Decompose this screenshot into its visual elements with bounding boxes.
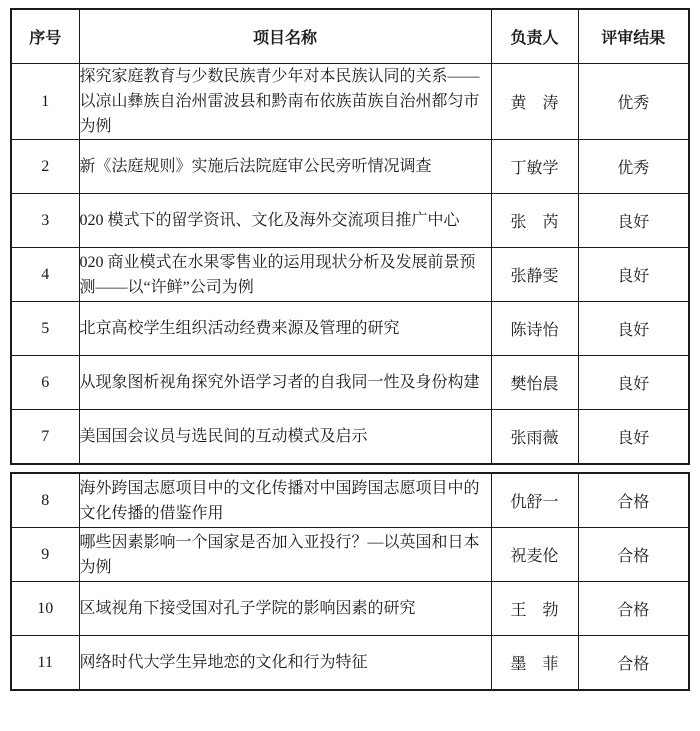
review-result-cell: 优秀 — [578, 64, 689, 140]
column-header-result: 评审结果 — [578, 9, 689, 64]
leader-name-cell: 黄 涛 — [491, 64, 578, 140]
project-title-cell: 区域视角下接受国对孔子学院的影响因素的研究 — [79, 582, 491, 636]
table-row — [11, 636, 689, 691]
leader-name-cell: 仇舒一 — [491, 473, 578, 528]
row-index-cell: 10 — [11, 582, 79, 636]
table-row — [11, 140, 689, 194]
leader-name-cell: 王 勃 — [491, 582, 578, 636]
project-title-cell: 探究家庭教育与少数民族青少年对本民族认同的关系——以凉山彝族自治州雷波县和黔南布依族苗族自治州都匀市为例 — [79, 64, 491, 140]
table-row — [11, 582, 689, 636]
review-result-cell: 合格 — [578, 582, 689, 636]
project-title-cell: 美国国会议员与选民间的互动模式及启示 — [79, 410, 491, 465]
project-title-cell: 海外跨国志愿项目中的文化传播对中国跨国志愿项目中的文化传播的借鉴作用 — [79, 473, 491, 528]
row-index-cell: 5 — [11, 302, 79, 356]
row-index-cell: 2 — [11, 140, 79, 194]
row-index-cell: 9 — [11, 528, 79, 582]
table-row — [11, 410, 689, 465]
row-index-cell: 3 — [11, 194, 79, 248]
table-row — [11, 194, 689, 248]
project-title-cell: 哪些因素影响一个国家是否加入亚投行？—以英国和日本为例 — [79, 528, 491, 582]
leader-name-cell: 张静雯 — [491, 248, 578, 302]
leader-name-cell: 墨 菲 — [491, 636, 578, 691]
row-index-cell: 6 — [11, 356, 79, 410]
review-result-cell: 良好 — [578, 302, 689, 356]
review-result-cell: 合格 — [578, 528, 689, 582]
project-title-cell: 从现象图析视角探究外语学习者的自我同一性及身份构建 — [79, 356, 491, 410]
leader-name-cell: 张 芮 — [491, 194, 578, 248]
table-row — [11, 473, 689, 528]
review-result-cell: 良好 — [578, 356, 689, 410]
table-row — [11, 248, 689, 302]
table-row — [11, 64, 689, 140]
column-header-index: 序号 — [11, 9, 79, 64]
leader-name-cell: 丁敏学 — [491, 140, 578, 194]
leader-name-cell: 陈诗怡 — [491, 302, 578, 356]
table-row — [11, 356, 689, 410]
column-header-title: 项目名称 — [79, 9, 491, 64]
project-title-cell: 020 商业模式在水果零售业的运用现状分析及发展前景预测——以“许鲜”公司为例 — [79, 248, 491, 302]
review-result-cell: 合格 — [578, 636, 689, 691]
row-index-cell: 8 — [11, 473, 79, 528]
project-title-cell: 网络时代大学生异地恋的文化和行为特征 — [79, 636, 491, 691]
project-review-table-part-1 — [10, 8, 690, 465]
project-review-table-part-2 — [10, 472, 690, 691]
table-row — [11, 528, 689, 582]
leader-name-cell: 樊怡晨 — [491, 356, 578, 410]
table-row — [11, 302, 689, 356]
row-index-cell: 1 — [11, 64, 79, 140]
project-title-cell: 北京高校学生组织活动经费来源及管理的研究 — [79, 302, 491, 356]
project-title-cell: 020 模式下的留学资讯、文化及海外交流项目推广中心 — [79, 194, 491, 248]
column-header-leader: 负责人 — [491, 9, 578, 64]
review-result-cell: 良好 — [578, 248, 689, 302]
row-index-cell: 4 — [11, 248, 79, 302]
review-result-cell: 良好 — [578, 410, 689, 465]
leader-name-cell: 祝麦伦 — [491, 528, 578, 582]
review-result-cell: 优秀 — [578, 140, 689, 194]
header-row — [11, 9, 689, 64]
review-result-cell: 良好 — [578, 194, 689, 248]
project-title-cell: 新《法庭规则》实施后法院庭审公民旁听情况调查 — [79, 140, 491, 194]
row-index-cell: 11 — [11, 636, 79, 691]
leader-name-cell: 张雨薇 — [491, 410, 578, 465]
review-result-cell: 合格 — [578, 473, 689, 528]
row-index-cell: 7 — [11, 410, 79, 465]
